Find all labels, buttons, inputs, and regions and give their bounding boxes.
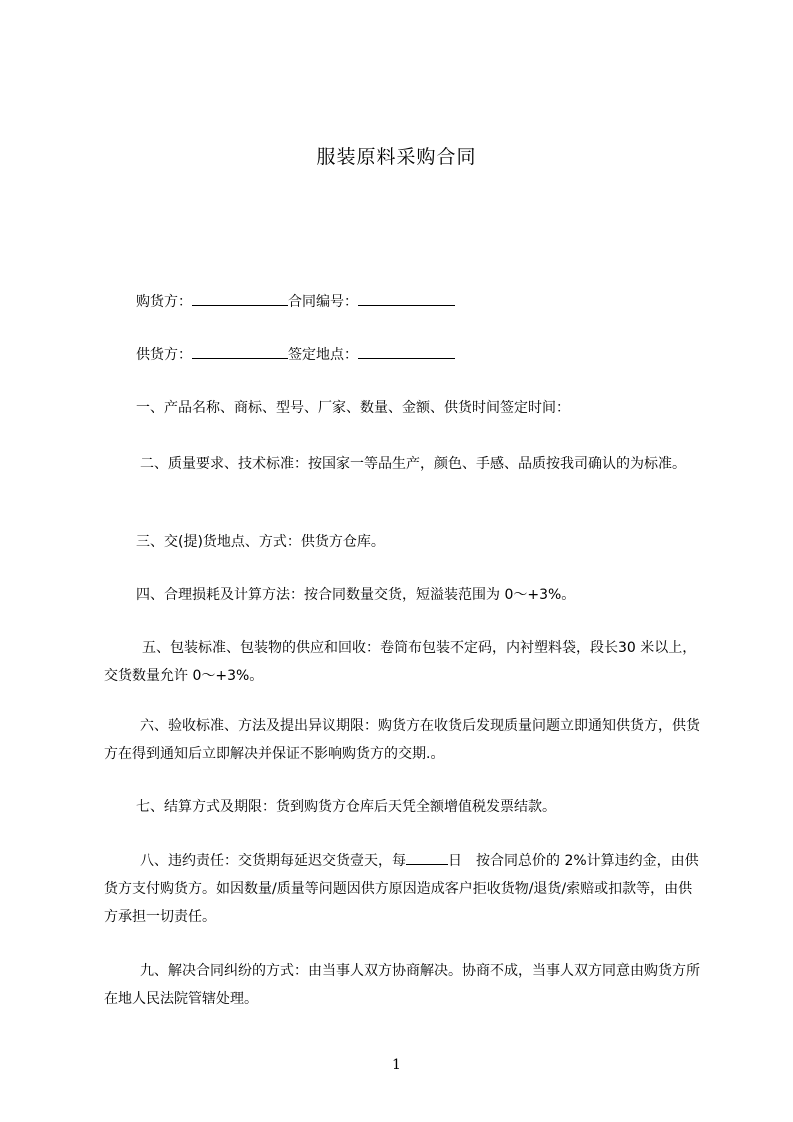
clause-7: 七、结算方式及期限：货到购货方仓库后天凭全额增值税发票结款。 (136, 799, 556, 815)
supplier-line (136, 344, 455, 365)
clause-2: 二、质量要求、技术标准：按国家一等品生产，颜色、手感、品质按我司确认的为标准。 (140, 456, 686, 472)
clause-8 (104, 847, 700, 931)
buyer-blank (192, 291, 288, 306)
sign-place-label: 签定地点： (288, 347, 358, 363)
penalty-blank (406, 850, 448, 865)
contract-no-blank (358, 291, 455, 306)
clause-8-after: 日 按合同总价的 2%计算违约金，由供货方支付购货方。如因数量/质量等问题因供方原因造成客户拒收货物/退货/索赔或扣款等，由供方承担一切责任。 (104, 853, 699, 925)
clause-1: 一、产品名称、商标、型号、厂家、数量、金额、供货时间签定时间： (136, 400, 570, 416)
buyer-label: 购货方： (136, 294, 192, 310)
clause-3: 三、交(提)货地点、方式：供货方仓库。 (136, 534, 385, 550)
clause-9: 九、解决合同纠纷的方式：由当事人双方协商解决。协商不成，当事人双方同意由购货方所在地人民法院管辖处理。 (104, 963, 700, 1007)
clause-5: 五、包装标准、包装物的供应和回收：卷筒布包装不定码，内衬塑料袋，段长30 米以上，交货数量允许 0～+3%。 (104, 640, 697, 684)
buyer-line (136, 291, 455, 312)
clause-4: 四、合理损耗及计算方法：按合同数量交货，短溢装范围为 0～+3%。 (136, 587, 576, 603)
clause-6: 六、验收标准、方法及提出异议期限：购货方在收货后发现质量问题立即通知供货方，供货方在得到通知后立即解决并保证不影响购货方的交期.。 (104, 718, 700, 762)
supplier-blank (192, 344, 288, 359)
page-number: 1 (392, 1057, 401, 1073)
clause-8-before: 八、违约责任：交货期每延迟交货壹天，每 (140, 853, 406, 869)
contract-no-label: 合同编号： (288, 294, 358, 310)
page-title: 服装原料采购合同 (316, 146, 477, 168)
supplier-label: 供货方： (136, 347, 192, 363)
sign-place-blank (358, 344, 455, 359)
